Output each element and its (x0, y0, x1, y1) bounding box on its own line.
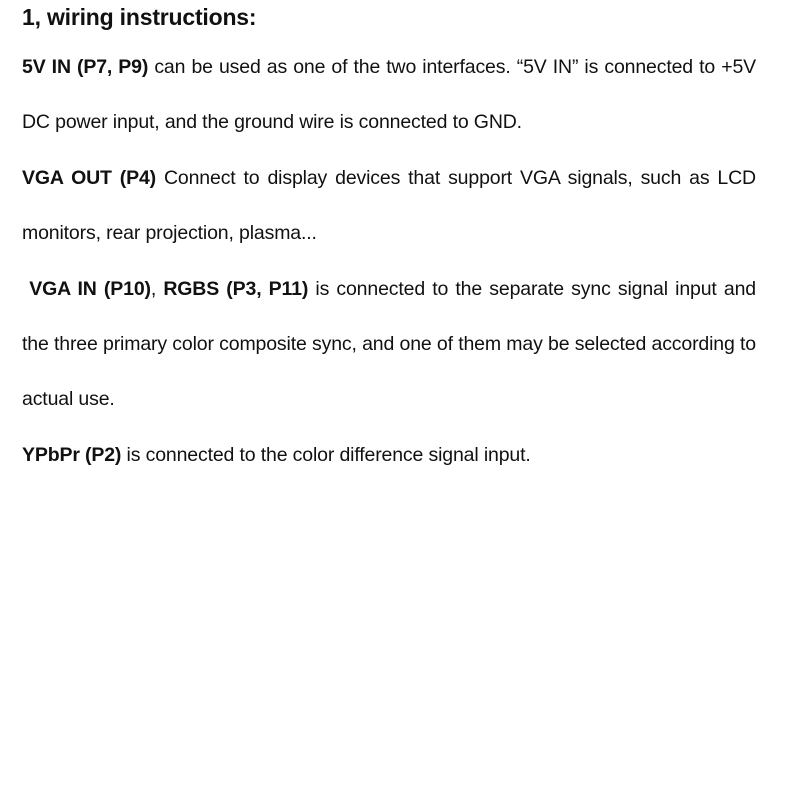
term-vga-out: VGA OUT (P4) (22, 166, 156, 189)
document-body (22, 0, 756, 483)
section-heading: 1, wiring instructions: (22, 4, 257, 30)
term-vga-in: VGA IN (P10) (29, 277, 151, 300)
paragraph-vga-in-rgbs (22, 262, 756, 428)
paragraph-vga-out (22, 151, 756, 262)
term-separator: , (150, 277, 164, 300)
paragraph-ypbpr (22, 428, 756, 483)
description-vga-in-rgbs: is connected to the separate sync signal input and the three primary color composite sync, and one of them may be selected according to actual use. (22, 277, 756, 411)
term-5v-in: 5V IN (P7, P9) (22, 56, 149, 78)
description-ypbpr: is connected to the color difference signal input. (121, 443, 531, 466)
term-rgbs: RGBS (P3, P11) (163, 277, 309, 300)
description-vga-out: Connect to display devices that support VGA signals, such as LCD monitors, rear projection, plasma... (22, 166, 756, 245)
description-5v-in: can be used as one of the two interfaces. “5V IN” is connected to +5V DC power input, and the ground wire is connected to GND. (22, 56, 756, 134)
term-ypbpr: YPbPr (P2) (22, 443, 122, 466)
paragraph-5v-in (22, 40, 756, 151)
